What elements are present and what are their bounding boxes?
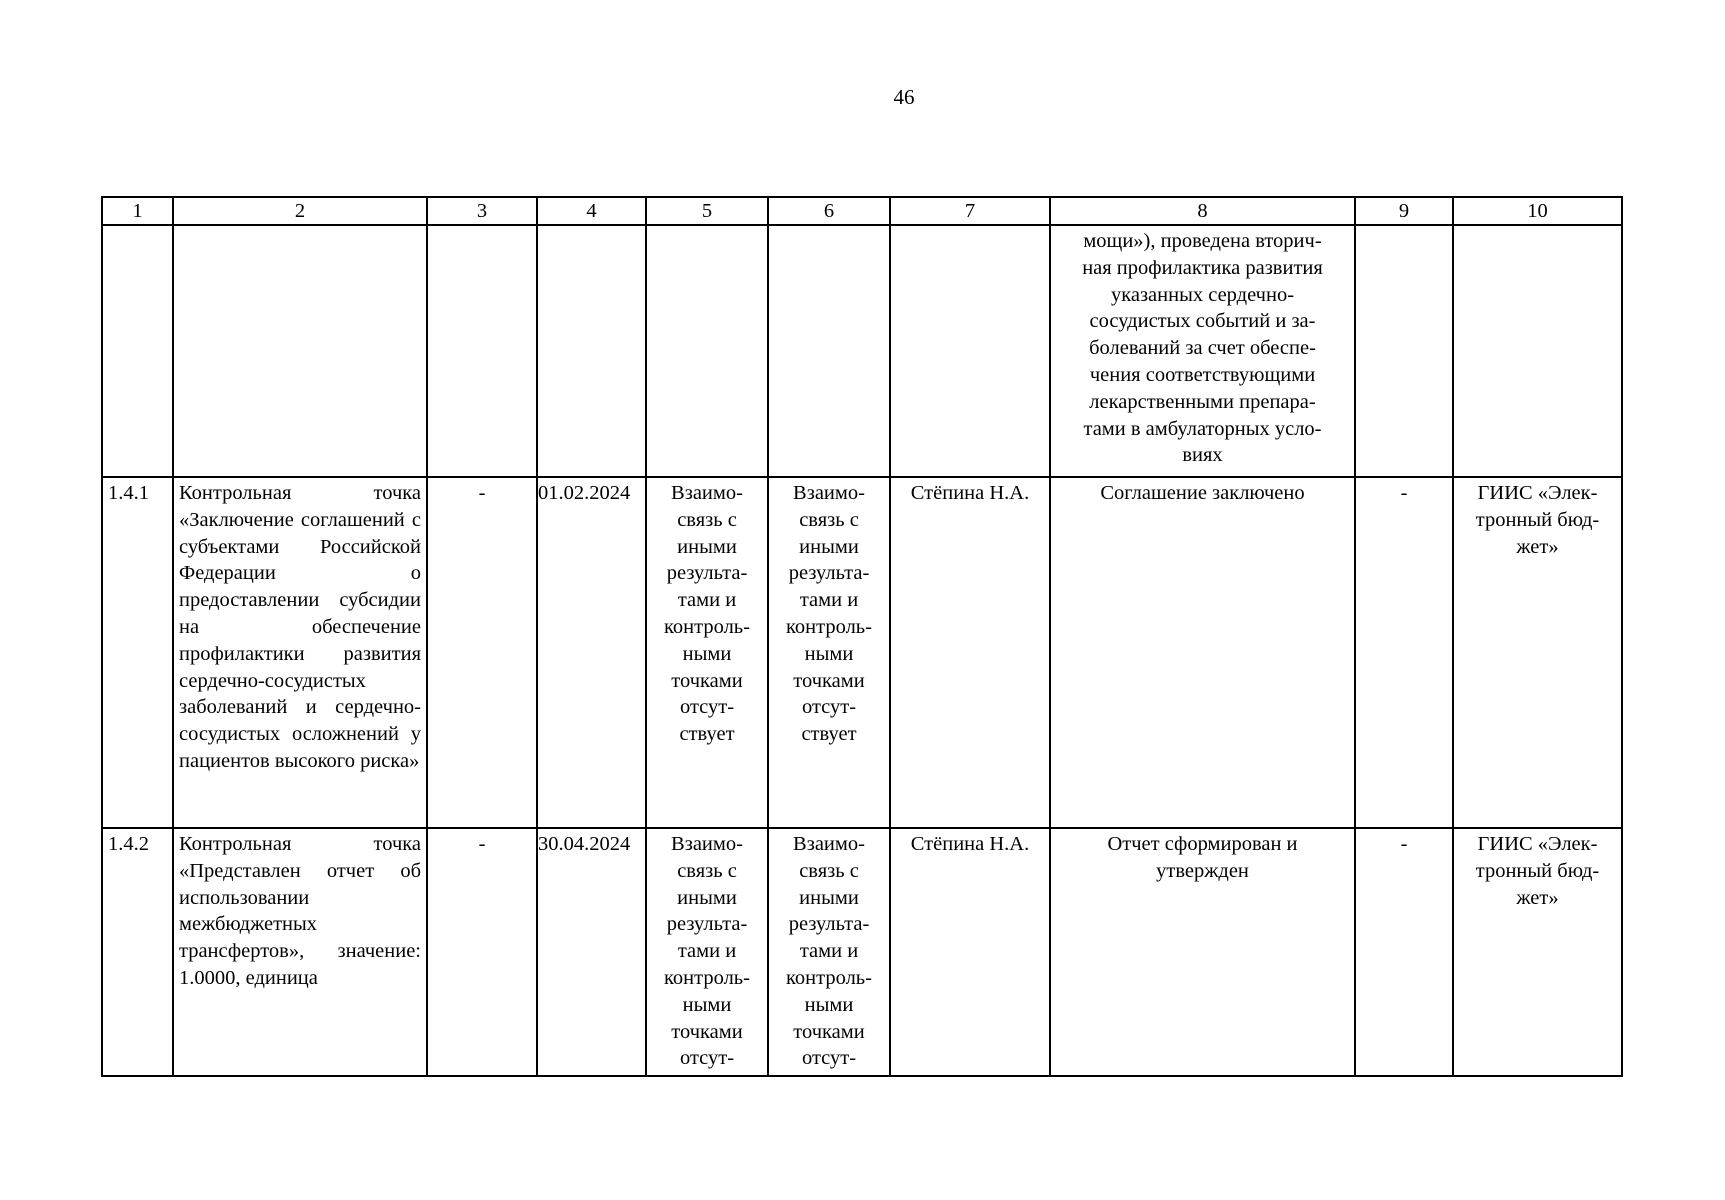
text-line: Взаимо- xyxy=(793,833,865,855)
text-line: отсут- xyxy=(801,1047,857,1070)
text-line: ными xyxy=(804,642,854,665)
text-line: Взаимо- xyxy=(793,482,865,504)
header-cell: 8 xyxy=(1050,197,1355,225)
text-line: ная профилактика развития xyxy=(1082,256,1323,279)
result-description: Соглашение заключено xyxy=(1050,477,1355,828)
text-line: тами и xyxy=(799,589,859,612)
text-line: ными xyxy=(682,642,732,665)
text-line: Отчет сформирован и xyxy=(1107,833,1298,855)
table-row xyxy=(102,225,1622,477)
cell-dash: - xyxy=(427,477,537,828)
text-line: точками xyxy=(671,669,743,692)
result-description xyxy=(1050,828,1355,1076)
text-line: ГИИС «Элек- xyxy=(1477,833,1598,855)
relationship-cell xyxy=(768,828,890,1076)
text-line: результа- xyxy=(666,562,748,585)
text-line: иными xyxy=(799,535,859,558)
header-cell: 5 xyxy=(646,197,768,225)
relationship-cell xyxy=(768,477,890,828)
text-line: указанных сердечно- xyxy=(1110,283,1295,306)
text-line: тами и xyxy=(677,589,737,612)
row-number: 1.4.1 xyxy=(102,477,173,828)
text-line: иными xyxy=(677,886,737,909)
text-line: болеваний за счет обеспе- xyxy=(1089,337,1316,360)
text-line: тронный бюд- xyxy=(1475,508,1600,531)
deadline-date: 30.04.2024 xyxy=(537,828,646,1076)
table-row xyxy=(102,477,1622,828)
header-cell: 10 xyxy=(1453,197,1622,225)
text-line: точками xyxy=(793,1020,865,1043)
text-line: результа- xyxy=(788,913,870,936)
text-line: утвержден xyxy=(1156,859,1249,882)
header-cell: 9 xyxy=(1355,197,1453,225)
responsible-person: Стёпина Н.А. xyxy=(890,477,1050,828)
text-line: результа- xyxy=(666,913,748,936)
text-line: отсут- xyxy=(679,1047,735,1070)
text-line: контроль- xyxy=(664,615,750,638)
row-number: 1.4.2 xyxy=(102,828,173,1076)
text-line: Взаимо- xyxy=(671,482,743,504)
text-line: связь с xyxy=(799,508,859,531)
header-cell: 1 xyxy=(102,197,173,225)
text-line: сосудистых событий и за- xyxy=(1089,310,1316,333)
text-line: контроль- xyxy=(786,615,872,638)
continued-result-cell xyxy=(1050,225,1355,477)
text-line: ГИИС «Элек- xyxy=(1477,482,1598,504)
text-line: иными xyxy=(799,886,859,909)
text-line: отсут- xyxy=(801,696,857,719)
text-line: Взаимо- xyxy=(671,833,743,855)
header-cell: 3 xyxy=(427,197,537,225)
deadline-date: 01.02.2024 xyxy=(537,477,646,828)
text-line: ными xyxy=(804,993,854,1016)
table-row xyxy=(102,828,1622,1076)
text-line: связь с xyxy=(677,508,737,531)
cell-dash: - xyxy=(1355,477,1453,828)
text-line: мощи»), проведена вторич- xyxy=(1083,230,1322,252)
header-row xyxy=(102,197,1622,225)
text-line: точками xyxy=(793,669,865,692)
header-cell: 4 xyxy=(537,197,646,225)
text-line: связь с xyxy=(799,859,859,882)
header-cell: 7 xyxy=(890,197,1050,225)
text-line: точками xyxy=(671,1020,743,1043)
text-line: отсут- xyxy=(679,696,735,719)
text-line: лекарственными препара- xyxy=(1089,390,1316,413)
cell-dash: - xyxy=(427,828,537,1076)
text-line: тронный бюд- xyxy=(1475,859,1600,882)
text-line: ствует xyxy=(801,723,857,746)
text-line: связь с xyxy=(677,859,737,882)
header-cell: 2 xyxy=(173,197,427,225)
control-point-name: Контрольная точка «Представлен отчет об использовании межбюджетных трансфертов», значение: 1.0000, единица xyxy=(173,828,427,1076)
responsible-person: Стёпина Н.А. xyxy=(890,828,1050,1076)
header-cell: 6 xyxy=(768,197,890,225)
text-line: жет» xyxy=(1516,886,1559,909)
control-point-name: Контрольная точка «Заключение соглашений с субъектами Российской Федерации о предоставлении субсидии на обеспечение профилактики развития сердечно-сосудистых заболеваний и сердечно-сосудистых осложнений у пациентов высокого риска» xyxy=(173,477,427,828)
text-line: виях xyxy=(1182,444,1223,467)
relationship-cell xyxy=(646,828,768,1076)
text-line: ными xyxy=(682,993,732,1016)
results-table xyxy=(101,196,1623,1077)
text-line: контроль- xyxy=(786,966,872,989)
text-line: тами в амбулаторных усло- xyxy=(1083,417,1322,440)
text-line: ствует xyxy=(679,723,735,746)
relationship-cell xyxy=(646,477,768,828)
text-line: тами и xyxy=(677,940,737,963)
text-line: иными xyxy=(677,535,737,558)
text-line: тами и xyxy=(799,940,859,963)
cell-dash: - xyxy=(1355,828,1453,1076)
text-line: жет» xyxy=(1516,535,1559,558)
text-line: чения соответствующими xyxy=(1089,363,1316,386)
text-line: результа- xyxy=(788,562,870,585)
page-number: 46 xyxy=(893,85,915,109)
information-system xyxy=(1453,477,1622,828)
information-system xyxy=(1453,828,1622,1076)
text-line: контроль- xyxy=(664,966,750,989)
